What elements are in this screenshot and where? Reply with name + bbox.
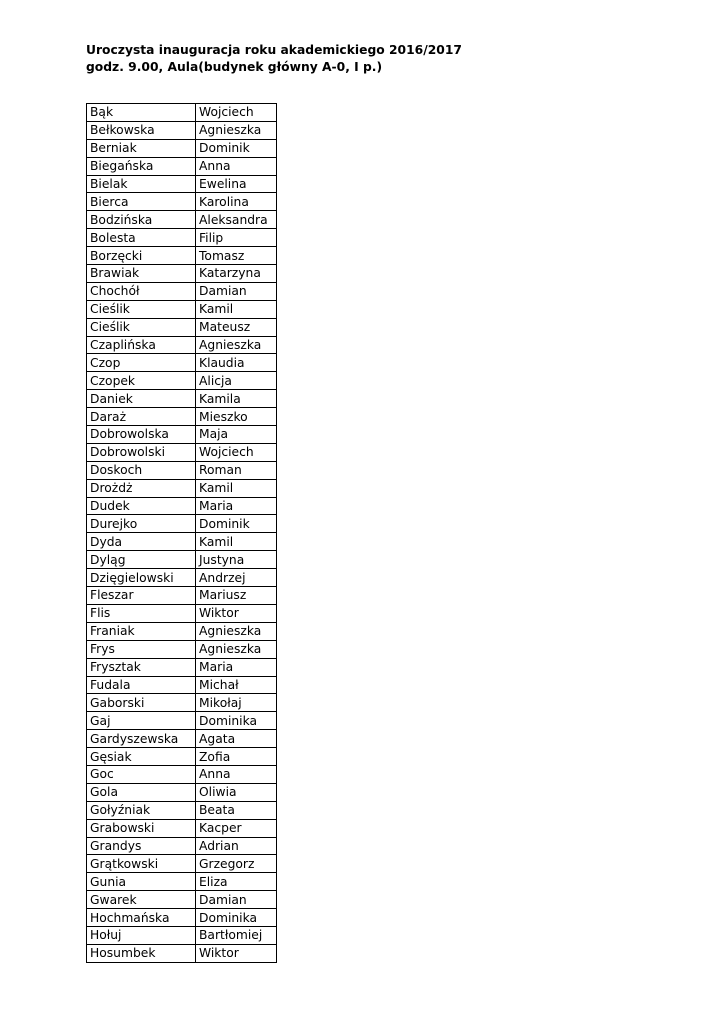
- first-name-cell: Kamil: [196, 300, 277, 318]
- first-name-cell: Dominika: [196, 712, 277, 730]
- surname-cell: Daraż: [87, 408, 196, 426]
- first-name-cell: Adrian: [196, 837, 277, 855]
- surname-cell: Doskoch: [87, 461, 196, 479]
- table-row: [87, 336, 277, 354]
- surname-cell: Czaplińska: [87, 336, 196, 354]
- first-name-cell: Wojciech: [196, 104, 277, 122]
- surname-cell: Flis: [87, 604, 196, 622]
- first-name-cell: Mikołaj: [196, 694, 277, 712]
- first-name-cell: Tomasz: [196, 247, 277, 265]
- table-row: [87, 765, 277, 783]
- table-row: [87, 604, 277, 622]
- first-name-cell: Anna: [196, 765, 277, 783]
- first-name-cell: Roman: [196, 461, 277, 479]
- first-name-cell: Beata: [196, 801, 277, 819]
- surname-cell: Borzęcki: [87, 247, 196, 265]
- document-title: [86, 42, 462, 76]
- first-name-cell: Oliwia: [196, 783, 277, 801]
- first-name-cell: Wiktor: [196, 604, 277, 622]
- first-name-cell: Alicja: [196, 372, 277, 390]
- table-row: [87, 408, 277, 426]
- table-row: [87, 801, 277, 819]
- surname-cell: Gaj: [87, 712, 196, 730]
- first-name-cell: Agata: [196, 730, 277, 748]
- surname-cell: Dobrowolska: [87, 426, 196, 444]
- first-name-cell: Anna: [196, 157, 277, 175]
- table-row: [87, 497, 277, 515]
- table-row: [87, 247, 277, 265]
- table-row: [87, 318, 277, 336]
- table-row: [87, 282, 277, 300]
- first-name-cell: Mieszko: [196, 408, 277, 426]
- surname-cell: Bąk: [87, 104, 196, 122]
- table-row: [87, 694, 277, 712]
- surname-cell: Cieślik: [87, 300, 196, 318]
- table-row: [87, 944, 277, 962]
- first-name-cell: Klaudia: [196, 354, 277, 372]
- surname-cell: Frysztak: [87, 658, 196, 676]
- table-row: [87, 909, 277, 927]
- surname-cell: Gardyszewska: [87, 730, 196, 748]
- title-line-event: Uroczysta inauguracja roku akademickiego 2016/2017: [86, 43, 462, 57]
- first-name-cell: Karolina: [196, 193, 277, 211]
- first-name-cell: Justyna: [196, 551, 277, 569]
- table-row: [87, 175, 277, 193]
- surname-cell: Dobrowolski: [87, 443, 196, 461]
- table-row: [87, 372, 277, 390]
- first-name-cell: Dominik: [196, 139, 277, 157]
- table-row: [87, 873, 277, 891]
- table-row: [87, 265, 277, 283]
- surname-cell: Dzięgielowski: [87, 569, 196, 587]
- surname-cell: Chochół: [87, 282, 196, 300]
- surname-cell: Bodzińska: [87, 211, 196, 229]
- first-name-cell: Ewelina: [196, 175, 277, 193]
- surname-cell: Hosumbek: [87, 944, 196, 962]
- first-name-cell: Zofia: [196, 748, 277, 766]
- table-row: [87, 837, 277, 855]
- table-row: [87, 139, 277, 157]
- table-row: [87, 926, 277, 944]
- table-row: [87, 390, 277, 408]
- table-row: [87, 533, 277, 551]
- title-line-time-place: godz. 9.00, Aula(budynek główny A-0, I p.): [86, 60, 383, 74]
- first-name-cell: Damian: [196, 891, 277, 909]
- surname-cell: Dyląg: [87, 551, 196, 569]
- table-row: [87, 819, 277, 837]
- table-row: [87, 229, 277, 247]
- surname-cell: Bełkowska: [87, 121, 196, 139]
- first-name-cell: Wojciech: [196, 443, 277, 461]
- surname-cell: Goc: [87, 765, 196, 783]
- first-name-cell: Mateusz: [196, 318, 277, 336]
- table-row: [87, 712, 277, 730]
- first-name-cell: Bartłomiej: [196, 926, 277, 944]
- surname-cell: Bielak: [87, 175, 196, 193]
- surname-cell: Durejko: [87, 515, 196, 533]
- surname-cell: Grandys: [87, 837, 196, 855]
- first-name-cell: Aleksandra: [196, 211, 277, 229]
- surname-cell: Gołyźniak: [87, 801, 196, 819]
- surname-cell: Brawiak: [87, 265, 196, 283]
- table-row: [87, 658, 277, 676]
- table-row: [87, 211, 277, 229]
- surname-cell: Gęsiak: [87, 748, 196, 766]
- table-row: [87, 730, 277, 748]
- surname-cell: Bolesta: [87, 229, 196, 247]
- surname-cell: Grątkowski: [87, 855, 196, 873]
- first-name-cell: Kamil: [196, 479, 277, 497]
- first-name-cell: Eliza: [196, 873, 277, 891]
- table-row: [87, 461, 277, 479]
- first-name-cell: Agnieszka: [196, 336, 277, 354]
- table-row: [87, 748, 277, 766]
- first-name-cell: Kamila: [196, 390, 277, 408]
- surname-cell: Frys: [87, 640, 196, 658]
- first-name-cell: Wiktor: [196, 944, 277, 962]
- first-name-cell: Mariusz: [196, 587, 277, 605]
- table-row: [87, 193, 277, 211]
- table-row: [87, 569, 277, 587]
- table-row: [87, 443, 277, 461]
- table-row: [87, 783, 277, 801]
- first-name-cell: Kamil: [196, 533, 277, 551]
- surname-cell: Hochmańska: [87, 909, 196, 927]
- table-row: [87, 855, 277, 873]
- attendee-table: [86, 103, 277, 963]
- attendee-table-body: [87, 104, 277, 963]
- first-name-cell: Maria: [196, 497, 277, 515]
- surname-cell: Drożdż: [87, 479, 196, 497]
- surname-cell: Daniek: [87, 390, 196, 408]
- table-row: [87, 479, 277, 497]
- table-row: [87, 354, 277, 372]
- first-name-cell: Maja: [196, 426, 277, 444]
- surname-cell: Czop: [87, 354, 196, 372]
- surname-cell: Fudala: [87, 676, 196, 694]
- first-name-cell: Grzegorz: [196, 855, 277, 873]
- table-row: [87, 551, 277, 569]
- first-name-cell: Damian: [196, 282, 277, 300]
- first-name-cell: Katarzyna: [196, 265, 277, 283]
- table-row: [87, 157, 277, 175]
- table-row: [87, 515, 277, 533]
- surname-cell: Dudek: [87, 497, 196, 515]
- surname-cell: Gaborski: [87, 694, 196, 712]
- surname-cell: Gunia: [87, 873, 196, 891]
- surname-cell: Fleszar: [87, 587, 196, 605]
- surname-cell: Czopek: [87, 372, 196, 390]
- table-row: [87, 300, 277, 318]
- first-name-cell: Agnieszka: [196, 640, 277, 658]
- surname-cell: Berniak: [87, 139, 196, 157]
- table-row: [87, 676, 277, 694]
- table-row: [87, 891, 277, 909]
- first-name-cell: Filip: [196, 229, 277, 247]
- first-name-cell: Michał: [196, 676, 277, 694]
- table-row: [87, 640, 277, 658]
- table-row: [87, 587, 277, 605]
- first-name-cell: Dominika: [196, 909, 277, 927]
- table-row: [87, 622, 277, 640]
- first-name-cell: Maria: [196, 658, 277, 676]
- first-name-cell: Kacper: [196, 819, 277, 837]
- table-row: [87, 121, 277, 139]
- first-name-cell: Dominik: [196, 515, 277, 533]
- surname-cell: Hołuj: [87, 926, 196, 944]
- surname-cell: Dyda: [87, 533, 196, 551]
- surname-cell: Gola: [87, 783, 196, 801]
- surname-cell: Bierca: [87, 193, 196, 211]
- surname-cell: Gwarek: [87, 891, 196, 909]
- surname-cell: Biegańska: [87, 157, 196, 175]
- surname-cell: Grabowski: [87, 819, 196, 837]
- surname-cell: Franiak: [87, 622, 196, 640]
- table-row: [87, 426, 277, 444]
- first-name-cell: Agnieszka: [196, 121, 277, 139]
- table-row: [87, 104, 277, 122]
- first-name-cell: Agnieszka: [196, 622, 277, 640]
- surname-cell: Cieślik: [87, 318, 196, 336]
- first-name-cell: Andrzej: [196, 569, 277, 587]
